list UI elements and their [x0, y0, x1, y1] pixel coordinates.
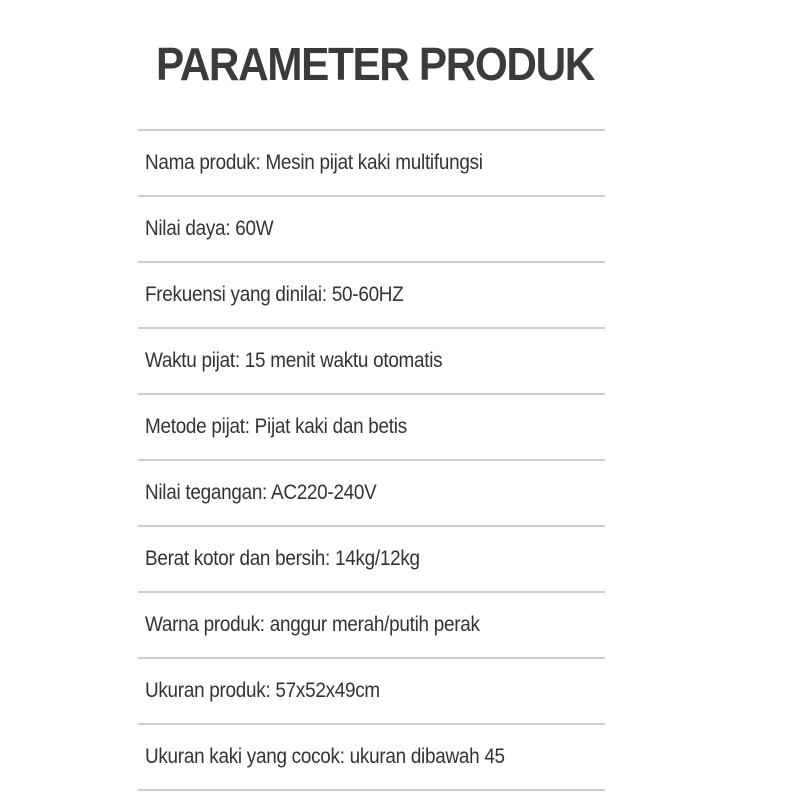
- spec-text: Berat kotor dan bersih: 14kg/12kg: [145, 547, 420, 570]
- spec-text: Waktu pijat: 15 menit waktu otomatis: [145, 349, 443, 372]
- spec-row-size: [138, 659, 605, 725]
- spec-text: Nilai daya: 60W: [145, 217, 274, 240]
- spec-table: [138, 129, 605, 791]
- spec-row-foot-size: [138, 725, 605, 791]
- spec-row-product-name: [138, 131, 605, 197]
- spec-row-weight: [138, 527, 605, 593]
- spec-row-power: [138, 197, 605, 263]
- spec-row-massage-time: [138, 329, 605, 395]
- spec-row-massage-method: [138, 395, 605, 461]
- page-title: PARAMETER PRODUK: [156, 38, 594, 90]
- spec-text: Warna produk: anggur merah/putih perak: [145, 613, 480, 636]
- spec-text: Nilai tegangan: AC220-240V: [145, 481, 377, 504]
- spec-text: Ukuran produk: 57x52x49cm: [145, 679, 380, 702]
- spec-text: Nama produk: Mesin pijat kaki multifungsi: [145, 151, 483, 174]
- spec-text: Frekuensi yang dinilai: 50-60HZ: [145, 283, 404, 306]
- spec-row-color: [138, 593, 605, 659]
- spec-row-frequency: [138, 263, 605, 329]
- spec-row-voltage: [138, 461, 605, 527]
- spec-text: Metode pijat: Pijat kaki dan betis: [145, 415, 407, 438]
- spec-text: Ukuran kaki yang cocok: ukuran dibawah 45: [145, 745, 505, 768]
